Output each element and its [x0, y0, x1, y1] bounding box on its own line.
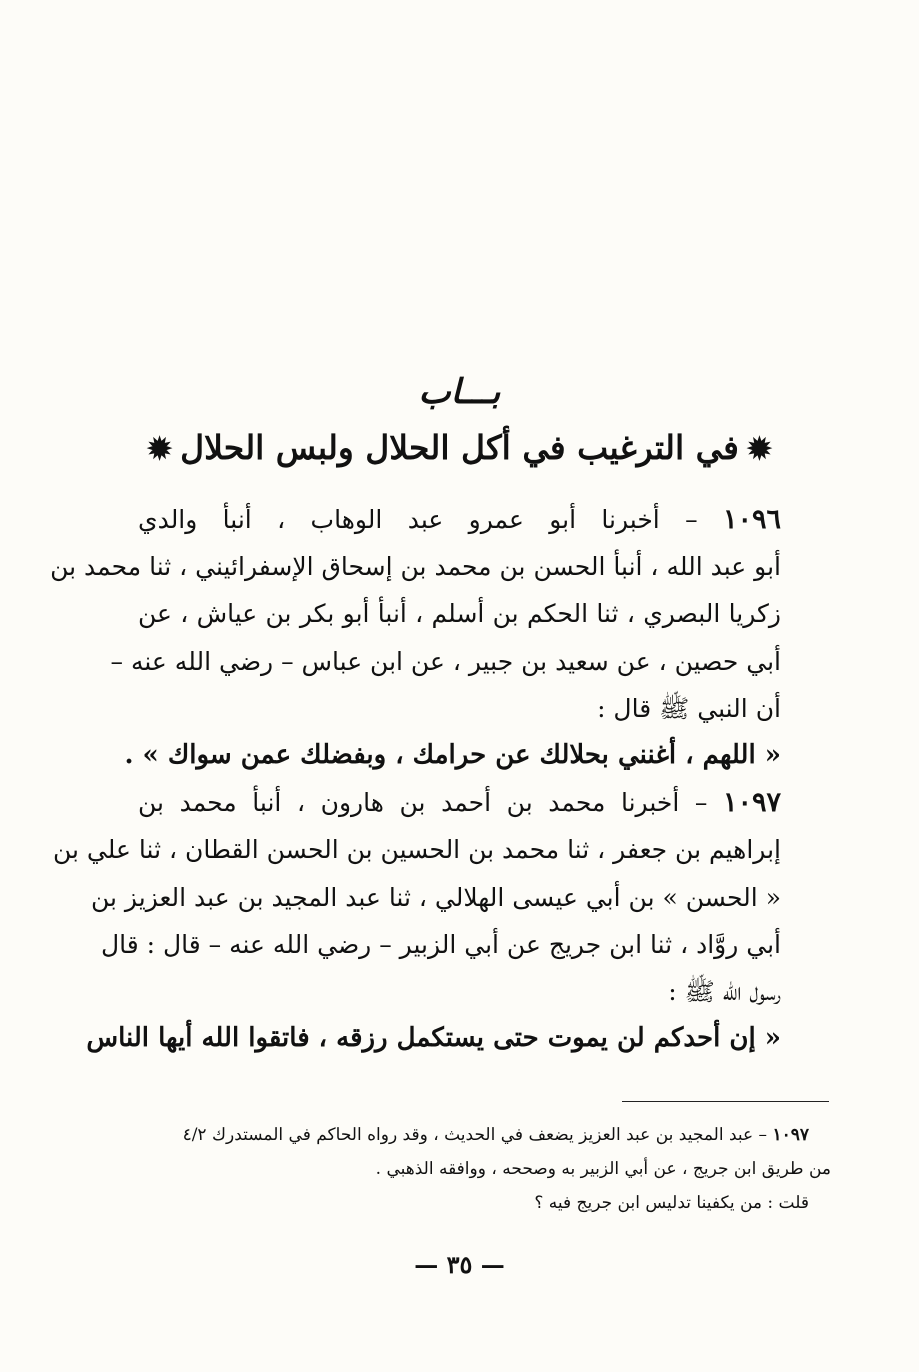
footnote-separator: [622, 1101, 829, 1102]
page-number: — ٣٥ —: [414, 1250, 505, 1279]
hadith-1097-line-5: رسول الله ﷺ :: [668, 977, 781, 1007]
hadith-1096-line-3: زكريا البصري ، ثنا الحكم بن أسلم ، أنبأ أبو بكر بن عياش ، عن: [138, 599, 781, 629]
hadith-1096-line-2: أبو عبد الله ، أنبأ الحسن بن محمد بن إسحاق الإسفرائيني ، ثنا محمد بن: [50, 552, 781, 582]
hadith-number: ١٠٩٧: [723, 787, 782, 819]
hadith-1096-line-1: ١٠٩٦ – أخبرنا أبو عمرو عبد الوهاب ، أنبأ والدي: [138, 504, 781, 535]
chapter-title-text: في الترغيب في أكل الحلال ولبس الحلال: [180, 428, 739, 467]
footnote-line-1: ١٠٩٧ – عبد المجيد بن عبد العزيز يضعف في الحديث ، وقد رواه الحاكم في المستدرك ٤/٢: [182, 1125, 809, 1145]
footnotes: [90, 1118, 831, 1220]
hadith-1096-text: « اللهم ، أغنني بحلالك عن حرامك ، وبفضلك عمن سواك » .: [124, 740, 781, 771]
hadith-1097-text: « إن أحدكم لن يموت حتى يستكمل رزقه ، فاتقوا الله أيها الناس: [86, 1023, 781, 1054]
ornament-star-icon: ✹: [146, 432, 173, 467]
chapter-title: [0, 428, 919, 467]
footnote-line-2: من طريق ابن جريج ، عن أبي الزبير به وصححه ، ووافقه الذهبي .: [375, 1159, 831, 1179]
hadith-1096-line-4: أبي حصين ، عن سعيد بن جبير ، عن ابن عباس – رضي الله عنه –: [110, 646, 781, 676]
footnote-line-3: قلت : من يكفينا تدليس ابن جريج فيه ؟: [534, 1193, 809, 1213]
hadith-1097-line-4: أبي روَّاد ، ثنا ابن جريج عن أبي الزبير – رضي الله عنه – قال : قال: [100, 929, 781, 959]
bab-heading: بـــاب: [418, 372, 501, 412]
ornament-star-icon: ✹: [746, 432, 773, 467]
hadith-1096-line-5: أن النبي ﷺ قال :: [597, 693, 781, 723]
main-text: [50, 496, 782, 1062]
hadith-1097-line-3: « الحسن » بن أبي عيسى الهلالي ، ثنا عبد المجيد بن عبد العزيز بن: [91, 882, 781, 912]
hadith-1097-line-2: إبراهيم بن جعفر ، ثنا محمد بن الحسين بن الحسن القطان ، ثنا علي بن: [53, 835, 781, 865]
hadith-1097-line-1: ١٠٩٧ – أخبرنا محمد بن أحمد بن هارون ، أنبأ محمد بن: [138, 787, 782, 819]
hadith-number: ١٠٩٦: [722, 504, 781, 535]
footnote-number: ١٠٩٧: [772, 1125, 809, 1145]
